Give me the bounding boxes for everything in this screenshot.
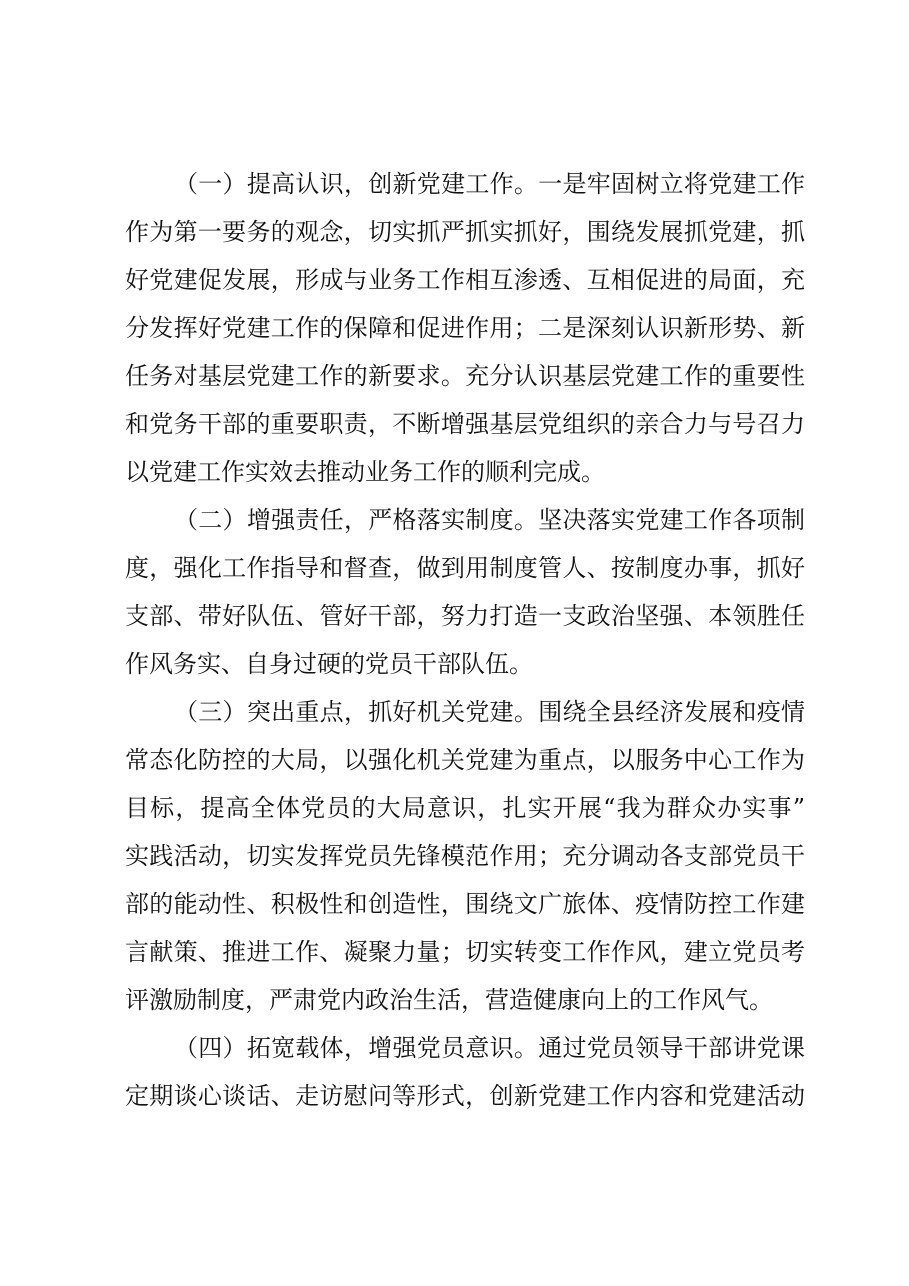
paragraph-1-line-4: 分发挥好党建工作的保障和促进作用；二是深刻认识新形势、新 xyxy=(125,314,805,342)
paragraph-1-line-3: 好党建促发展，形成与业务工作相互渗透、互相促进的局面，充 xyxy=(125,266,805,294)
paragraph-2-line-1: （二）增强责任，严格落实制度。坚决落实党建工作各项制 xyxy=(174,506,805,534)
paragraph-3-line-7: 评激励制度，严肃党内政治生活，营造健康向上的工作风气。 xyxy=(125,986,773,1014)
paragraph-4-line-2: 定期谈心谈话、走访慰问等形式，创新党建工作内容和党建活动 xyxy=(125,1082,805,1110)
paragraph-4-line-1: （四）拓宽载体，增强党员意识。通过党员领导干部讲党课 xyxy=(174,1034,805,1062)
paragraph-3-line-5: 部的能动性、积极性和创造性，围绕文广旅体、疫情防控工作建 xyxy=(125,890,805,918)
paragraph-2-line-3: 支部、带好队伍、管好干部，努力打造一支政治坚强、本领胜任 xyxy=(125,602,805,630)
paragraph-1-line-6: 和党务干部的重要职责，不断增强基层党组织的亲合力与号召力 xyxy=(125,410,805,438)
paragraph-1-line-7: 以党建工作实效去推动业务工作的顺利完成。 xyxy=(125,458,605,486)
paragraph-3-line-1: （三）突出重点，抓好机关党建。围绕全县经济发展和疫情 xyxy=(174,698,805,726)
paragraph-1-line-2: 作为第一要务的观念，切实抓严抓实抓好，围绕发展抓党建，抓 xyxy=(125,218,805,246)
paragraph-2-line-4: 作风务实、自身过硬的党员干部队伍。 xyxy=(125,650,533,678)
paragraph-3-line-4: 实践活动，切实发挥党员先锋模范作用；充分调动各支部党员干 xyxy=(125,842,805,870)
paragraph-1-line-5: 任务对基层党建工作的新要求。充分认识基层党建工作的重要性 xyxy=(125,362,805,390)
paragraph-2-line-2: 度，强化工作指导和督查，做到用制度管人、按制度办事，抓好 xyxy=(125,554,805,582)
paragraph-1-line-1: （一）提高认识，创新党建工作。一是牢固树立将党建工作 xyxy=(174,170,805,198)
paragraph-3-line-6: 言献策、推进工作、凝聚力量；切实转变工作作风，建立党员考 xyxy=(125,938,805,966)
paragraph-3-line-3: 目标，提高全体党员的大局意识，扎实开展“我为群众办实事” xyxy=(125,794,805,822)
paragraph-3-line-2: 常态化防控的大局，以强化机关党建为重点，以服务中心工作为 xyxy=(125,746,805,774)
